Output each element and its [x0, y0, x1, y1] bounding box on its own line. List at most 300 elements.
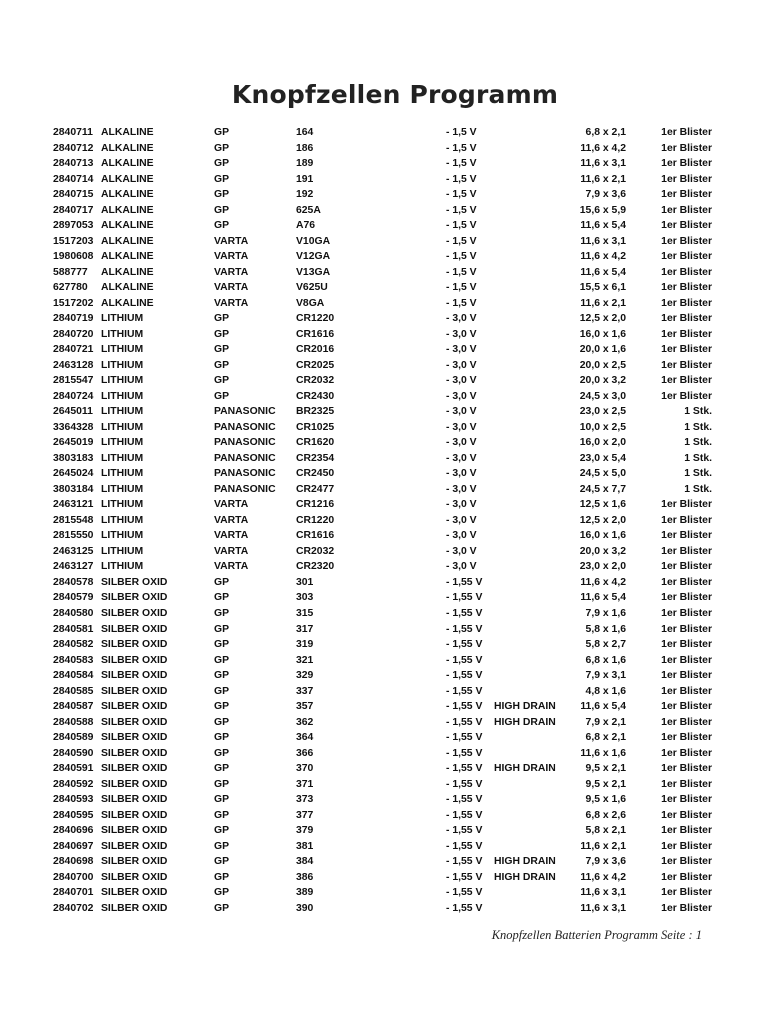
packaging-cell: 1 Stk. [684, 406, 712, 418]
brand-cell: PANASONIC [214, 468, 276, 480]
battery-type-cell: SILBER OXID [101, 794, 168, 806]
article-number-cell: 2840697 [53, 840, 94, 852]
brand-cell: PANASONIC [214, 452, 276, 464]
battery-type-cell: LITHIUM [101, 452, 144, 464]
model-cell: 321 [296, 654, 314, 666]
brand-cell: GP [214, 576, 230, 588]
battery-type-cell: ALKALINE [101, 251, 154, 263]
article-number-cell: 2840591 [53, 763, 94, 775]
packaging-cell: 1er Blister [661, 189, 712, 201]
model-cell: A76 [296, 220, 316, 232]
battery-type-cell: ALKALINE [101, 173, 154, 185]
model-cell: 625A [296, 204, 321, 216]
packaging-cell: 1er Blister [661, 220, 712, 232]
article-number-cell: 1517203 [53, 235, 94, 247]
article-number-cell: 2463127 [53, 561, 94, 573]
article-number-cell: 588777 [53, 266, 88, 278]
model-cell: CR2320 [296, 561, 335, 573]
battery-type-cell: LITHIUM [101, 499, 144, 511]
voltage-cell: - 1,55 V [446, 576, 483, 588]
brand-cell: GP [214, 670, 230, 682]
table-row [0, 559, 768, 575]
brand-cell: GP [214, 359, 230, 371]
dimensions-cell: 11,6 x 5,4 [580, 266, 626, 278]
dimensions-cell: 15,6 x 5,9 [579, 204, 626, 216]
article-number-cell: 2840581 [53, 623, 94, 635]
table-row [0, 901, 768, 917]
brand-cell: GP [214, 313, 230, 325]
dimensions-cell: 6,8 x 2,6 [585, 809, 626, 821]
battery-type-cell: ALKALINE [101, 220, 154, 232]
brand-cell: GP [214, 747, 230, 759]
table-row [0, 280, 768, 296]
brand-cell: GP [214, 142, 230, 154]
table-row [0, 622, 768, 638]
dimensions-cell: 16,0 x 1,6 [579, 328, 626, 340]
model-cell: 319 [296, 639, 314, 651]
dimensions-cell: 12,5 x 1,6 [579, 499, 626, 511]
packaging-cell: 1er Blister [661, 794, 712, 806]
table-row [0, 575, 768, 591]
model-cell: 366 [296, 747, 314, 759]
article-number-cell: 2840724 [53, 390, 94, 402]
packaging-cell: 1er Blister [661, 654, 712, 666]
table-row [0, 839, 768, 855]
model-cell: 370 [296, 763, 314, 775]
voltage-cell: - 3,0 V [446, 406, 477, 418]
dimensions-cell: 11,6 x 3,1 [580, 902, 626, 914]
battery-type-cell: LITHIUM [101, 561, 144, 573]
battery-type-cell: SILBER OXID [101, 654, 168, 666]
dimensions-cell: 7,9 x 3,6 [585, 189, 626, 201]
dimensions-cell: 12,5 x 2,0 [579, 514, 626, 526]
note-cell: HIGH DRAIN [494, 856, 556, 868]
battery-type-cell: LITHIUM [101, 514, 144, 526]
table-row [0, 854, 768, 870]
voltage-cell: - 3,0 V [446, 483, 477, 495]
model-cell: 371 [296, 778, 314, 790]
note-cell: HIGH DRAIN [494, 716, 556, 728]
battery-type-cell: ALKALINE [101, 142, 154, 154]
note-cell: HIGH DRAIN [494, 701, 556, 713]
packaging-cell: 1er Blister [661, 561, 712, 573]
battery-type-cell: SILBER OXID [101, 902, 168, 914]
article-number-cell: 2840592 [53, 778, 94, 790]
model-cell: 317 [296, 623, 314, 635]
model-cell: 189 [296, 158, 314, 170]
battery-type-cell: SILBER OXID [101, 747, 168, 759]
dimensions-cell: 24,5 x 5,0 [579, 468, 626, 480]
voltage-cell: - 1,55 V [446, 592, 483, 604]
battery-type-cell: ALKALINE [101, 297, 154, 309]
article-number-cell: 2840720 [53, 328, 94, 340]
brand-cell: GP [214, 639, 230, 651]
packaging-cell: 1er Blister [661, 576, 712, 588]
voltage-cell: - 3,0 V [446, 421, 477, 433]
table-row [0, 684, 768, 700]
table-row [0, 590, 768, 606]
table-row [0, 668, 768, 684]
voltage-cell: - 3,0 V [446, 468, 477, 480]
packaging-cell: 1 Stk. [684, 468, 712, 480]
dimensions-cell: 23,0 x 5,4 [579, 452, 626, 464]
voltage-cell: - 3,0 V [446, 452, 477, 464]
model-cell: 337 [296, 685, 314, 697]
brand-cell: GP [214, 825, 230, 837]
brand-cell: GP [214, 902, 230, 914]
brand-cell: VARTA [214, 561, 249, 573]
model-cell: 381 [296, 840, 314, 852]
packaging-cell: 1 Stk. [684, 483, 712, 495]
dimensions-cell: 11,6 x 4,2 [580, 871, 626, 883]
model-cell: CR1616 [296, 530, 335, 542]
table-row [0, 187, 768, 203]
model-cell: 192 [296, 189, 314, 201]
table-row [0, 172, 768, 188]
table-row [0, 389, 768, 405]
dimensions-cell: 11,6 x 3,1 [580, 887, 626, 899]
model-cell: 186 [296, 142, 314, 154]
model-cell: 301 [296, 576, 314, 588]
battery-type-cell: ALKALINE [101, 266, 154, 278]
dimensions-cell: 7,9 x 3,6 [585, 856, 626, 868]
article-number-cell: 2815548 [53, 514, 94, 526]
packaging-cell: 1er Blister [661, 282, 712, 294]
dimensions-cell: 20,0 x 3,2 [579, 375, 626, 387]
brand-cell: GP [214, 809, 230, 821]
brand-cell: GP [214, 328, 230, 340]
dimensions-cell: 9,5 x 2,1 [585, 778, 626, 790]
article-number-cell: 3803183 [53, 452, 94, 464]
article-number-cell: 2840714 [53, 173, 94, 185]
voltage-cell: - 3,0 V [446, 313, 477, 325]
article-number-cell: 2840578 [53, 576, 94, 588]
dimensions-cell: 9,5 x 1,6 [585, 794, 626, 806]
model-cell: CR2430 [296, 390, 335, 402]
model-cell: CR2016 [296, 344, 335, 356]
voltage-cell: - 3,0 V [446, 499, 477, 511]
dimensions-cell: 24,5 x 3,0 [579, 390, 626, 402]
battery-type-cell: LITHIUM [101, 390, 144, 402]
battery-type-cell: LITHIUM [101, 545, 144, 557]
model-cell: 390 [296, 902, 314, 914]
packaging-cell: 1er Blister [661, 607, 712, 619]
battery-type-cell: LITHIUM [101, 359, 144, 371]
brand-cell: GP [214, 158, 230, 170]
dimensions-cell: 20,0 x 1,6 [579, 344, 626, 356]
battery-type-cell: LITHIUM [101, 328, 144, 340]
packaging-cell: 1er Blister [661, 344, 712, 356]
article-number-cell: 1517202 [53, 297, 94, 309]
model-cell: CR1220 [296, 313, 335, 325]
voltage-cell: - 1,55 V [446, 902, 483, 914]
table-row [0, 544, 768, 560]
battery-type-cell: SILBER OXID [101, 623, 168, 635]
dimensions-cell: 11,6 x 3,1 [580, 235, 626, 247]
packaging-cell: 1er Blister [661, 701, 712, 713]
dimensions-cell: 11,6 x 4,2 [580, 142, 626, 154]
table-row [0, 482, 768, 498]
battery-type-cell: LITHIUM [101, 344, 144, 356]
table-row [0, 327, 768, 343]
table-row [0, 249, 768, 265]
model-cell: V10GA [296, 235, 331, 247]
dimensions-cell: 20,0 x 2,5 [579, 359, 626, 371]
packaging-cell: 1er Blister [661, 313, 712, 325]
model-cell: CR1025 [296, 421, 335, 433]
battery-type-cell: LITHIUM [101, 468, 144, 480]
battery-type-cell: SILBER OXID [101, 607, 168, 619]
brand-cell: PANASONIC [214, 421, 276, 433]
dimensions-cell: 11,6 x 3,1 [580, 158, 626, 170]
article-number-cell: 2815547 [53, 375, 94, 387]
voltage-cell: - 1,55 V [446, 732, 483, 744]
voltage-cell: - 1,55 V [446, 639, 483, 651]
battery-type-cell: LITHIUM [101, 313, 144, 325]
article-number-cell: 2645019 [53, 437, 94, 449]
model-cell: 364 [296, 732, 314, 744]
voltage-cell: - 1,5 V [446, 297, 477, 309]
brand-cell: VARTA [214, 251, 249, 263]
page-footer: Knopfzellen Batterien Programm Seite : 1 [491, 928, 702, 942]
model-cell: 329 [296, 670, 314, 682]
model-cell: CR2025 [296, 359, 335, 371]
article-number-cell: 2645011 [53, 406, 93, 418]
table-row [0, 203, 768, 219]
battery-type-cell: LITHIUM [101, 530, 144, 542]
table-row [0, 885, 768, 901]
brand-cell: GP [214, 607, 230, 619]
dimensions-cell: 20,0 x 3,2 [579, 545, 626, 557]
packaging-cell: 1er Blister [661, 545, 712, 557]
table-row [0, 637, 768, 653]
brand-cell: GP [214, 592, 230, 604]
voltage-cell: - 3,0 V [446, 514, 477, 526]
article-number-cell: 2840696 [53, 825, 94, 837]
dimensions-cell: 11,6 x 5,4 [580, 220, 626, 232]
brand-cell: PANASONIC [214, 437, 276, 449]
battery-type-cell: SILBER OXID [101, 856, 168, 868]
article-number-cell: 627780 [53, 282, 88, 294]
packaging-cell: 1er Blister [661, 266, 712, 278]
voltage-cell: - 1,5 V [446, 266, 477, 278]
dimensions-cell: 11,6 x 5,4 [580, 701, 626, 713]
brand-cell: VARTA [214, 545, 249, 557]
dimensions-cell: 16,0 x 1,6 [579, 530, 626, 542]
table-row [0, 761, 768, 777]
table-row [0, 497, 768, 513]
table-row [0, 792, 768, 808]
model-cell: 386 [296, 871, 314, 883]
battery-type-cell: SILBER OXID [101, 670, 168, 682]
dimensions-cell: 11,6 x 2,1 [580, 840, 626, 852]
article-number-cell: 2815550 [53, 530, 94, 542]
article-number-cell: 2840719 [53, 313, 94, 325]
packaging-cell: 1 Stk. [684, 437, 712, 449]
voltage-cell: - 1,5 V [446, 282, 477, 294]
article-number-cell: 2840717 [53, 204, 94, 216]
voltage-cell: - 1,55 V [446, 809, 483, 821]
article-number-cell: 2840721 [53, 344, 94, 356]
voltage-cell: - 3,0 V [446, 561, 477, 573]
table-row [0, 746, 768, 762]
battery-type-cell: SILBER OXID [101, 809, 168, 821]
brand-cell: VARTA [214, 297, 249, 309]
packaging-cell: 1er Blister [661, 732, 712, 744]
brand-cell: GP [214, 685, 230, 697]
packaging-cell: 1er Blister [661, 251, 712, 263]
packaging-cell: 1er Blister [661, 809, 712, 821]
table-row [0, 730, 768, 746]
voltage-cell: - 1,55 V [446, 716, 483, 728]
brand-cell: VARTA [214, 530, 249, 542]
model-cell: V12GA [296, 251, 331, 263]
model-cell: 303 [296, 592, 314, 604]
packaging-cell: 1er Blister [661, 778, 712, 790]
voltage-cell: - 3,0 V [446, 328, 477, 340]
dimensions-cell: 12,5 x 2,0 [579, 313, 626, 325]
packaging-cell: 1er Blister [661, 359, 712, 371]
brand-cell: GP [214, 732, 230, 744]
table-row [0, 420, 768, 436]
battery-type-cell: SILBER OXID [101, 576, 168, 588]
article-number-cell: 2840715 [53, 189, 94, 201]
brand-cell: GP [214, 856, 230, 868]
voltage-cell: - 3,0 V [446, 375, 477, 387]
packaging-cell: 1er Blister [661, 127, 712, 138]
battery-type-cell: SILBER OXID [101, 732, 168, 744]
voltage-cell: - 1,55 V [446, 747, 483, 759]
article-number-cell: 1980608 [53, 251, 94, 263]
table-row [0, 528, 768, 544]
battery-type-cell: ALKALINE [101, 158, 154, 170]
voltage-cell: - 1,55 V [446, 794, 483, 806]
brand-cell: GP [214, 623, 230, 635]
packaging-cell: 1er Blister [661, 375, 712, 387]
brand-cell: VARTA [214, 235, 249, 247]
brand-cell: PANASONIC [214, 406, 276, 418]
dimensions-cell: 16,0 x 2,0 [579, 437, 626, 449]
brand-cell: GP [214, 763, 230, 775]
model-cell: 315 [296, 607, 314, 619]
table-row [0, 311, 768, 327]
battery-type-cell: SILBER OXID [101, 825, 168, 837]
packaging-cell: 1er Blister [661, 716, 712, 728]
packaging-cell: 1er Blister [661, 390, 712, 402]
packaging-cell: 1er Blister [661, 173, 712, 185]
model-cell: 191 [296, 173, 314, 185]
brand-cell: VARTA [214, 266, 249, 278]
brand-cell: GP [214, 794, 230, 806]
model-cell: CR2032 [296, 545, 335, 557]
packaging-cell: 1er Blister [661, 297, 712, 309]
battery-type-cell: SILBER OXID [101, 685, 168, 697]
voltage-cell: - 1,55 V [446, 840, 483, 852]
dimensions-cell: 11,6 x 4,2 [580, 576, 626, 588]
article-number-cell: 2840588 [53, 716, 94, 728]
table-row [0, 777, 768, 793]
voltage-cell: - 1,55 V [446, 825, 483, 837]
voltage-cell: - 1,5 V [446, 189, 477, 201]
article-number-cell: 3364328 [53, 421, 94, 433]
battery-type-cell: SILBER OXID [101, 639, 168, 651]
model-cell: CR1220 [296, 514, 335, 526]
battery-type-cell: SILBER OXID [101, 887, 168, 899]
voltage-cell: - 1,55 V [446, 856, 483, 868]
article-number-cell: 2463121 [53, 499, 94, 511]
dimensions-cell: 5,8 x 2,1 [585, 825, 626, 837]
table-row [0, 141, 768, 157]
packaging-cell: 1er Blister [661, 840, 712, 852]
voltage-cell: - 1,55 V [446, 871, 483, 883]
packaging-cell: 1er Blister [661, 639, 712, 651]
model-cell: 384 [296, 856, 314, 868]
brand-cell: GP [214, 220, 230, 232]
dimensions-cell: 11,6 x 4,2 [580, 251, 626, 263]
article-number-cell: 2840712 [53, 142, 94, 154]
article-number-cell: 2840595 [53, 809, 94, 821]
dimensions-cell: 11,6 x 5,4 [580, 592, 626, 604]
model-cell: 373 [296, 794, 314, 806]
packaging-cell: 1er Blister [661, 747, 712, 759]
voltage-cell: - 1,5 V [446, 158, 477, 170]
article-number-cell: 2840702 [53, 902, 94, 914]
dimensions-cell: 15,5 x 6,1 [579, 282, 626, 294]
battery-type-cell: SILBER OXID [101, 840, 168, 852]
note-cell: HIGH DRAIN [494, 871, 556, 883]
page-title: Knopfzellen Programm [231, 80, 559, 109]
packaging-cell: 1er Blister [661, 158, 712, 170]
model-cell: BR2325 [296, 406, 335, 418]
dimensions-cell: 6,8 x 2,1 [585, 127, 626, 138]
model-cell: CR2450 [296, 468, 335, 480]
article-number-cell: 2840593 [53, 794, 94, 806]
dimensions-cell: 11,6 x 2,1 [580, 173, 626, 185]
brand-cell: GP [214, 344, 230, 356]
model-cell: CR1216 [296, 499, 335, 511]
voltage-cell: - 1,55 V [446, 654, 483, 666]
article-number-cell: 2840698 [53, 856, 94, 868]
voltage-cell: - 3,0 V [446, 344, 477, 356]
brand-cell: GP [214, 778, 230, 790]
table-row [0, 342, 768, 358]
packaging-cell: 1er Blister [661, 204, 712, 216]
voltage-cell: - 1,55 V [446, 778, 483, 790]
voltage-cell: - 3,0 V [446, 530, 477, 542]
dimensions-cell: 5,8 x 1,6 [585, 623, 626, 635]
battery-type-cell: SILBER OXID [101, 592, 168, 604]
battery-type-cell: LITHIUM [101, 437, 144, 449]
table-row [0, 699, 768, 715]
article-number-cell: 2840582 [53, 639, 94, 651]
battery-type-cell: LITHIUM [101, 483, 144, 495]
article-number-cell: 3803184 [53, 483, 94, 495]
brand-cell: GP [214, 701, 230, 713]
battery-type-cell: SILBER OXID [101, 763, 168, 775]
brand-cell: GP [214, 840, 230, 852]
model-cell: V8GA [296, 297, 325, 309]
packaging-cell: 1er Blister [661, 902, 712, 914]
dimensions-cell: 23,0 x 2,0 [579, 561, 626, 573]
battery-type-cell: LITHIUM [101, 421, 144, 433]
table-row [0, 715, 768, 731]
voltage-cell: - 1,5 V [446, 142, 477, 154]
voltage-cell: - 1,55 V [446, 685, 483, 697]
battery-type-cell: ALKALINE [101, 127, 154, 138]
battery-type-cell: ALKALINE [101, 204, 154, 216]
voltage-cell: - 1,5 V [446, 127, 477, 138]
packaging-cell: 1er Blister [661, 825, 712, 837]
